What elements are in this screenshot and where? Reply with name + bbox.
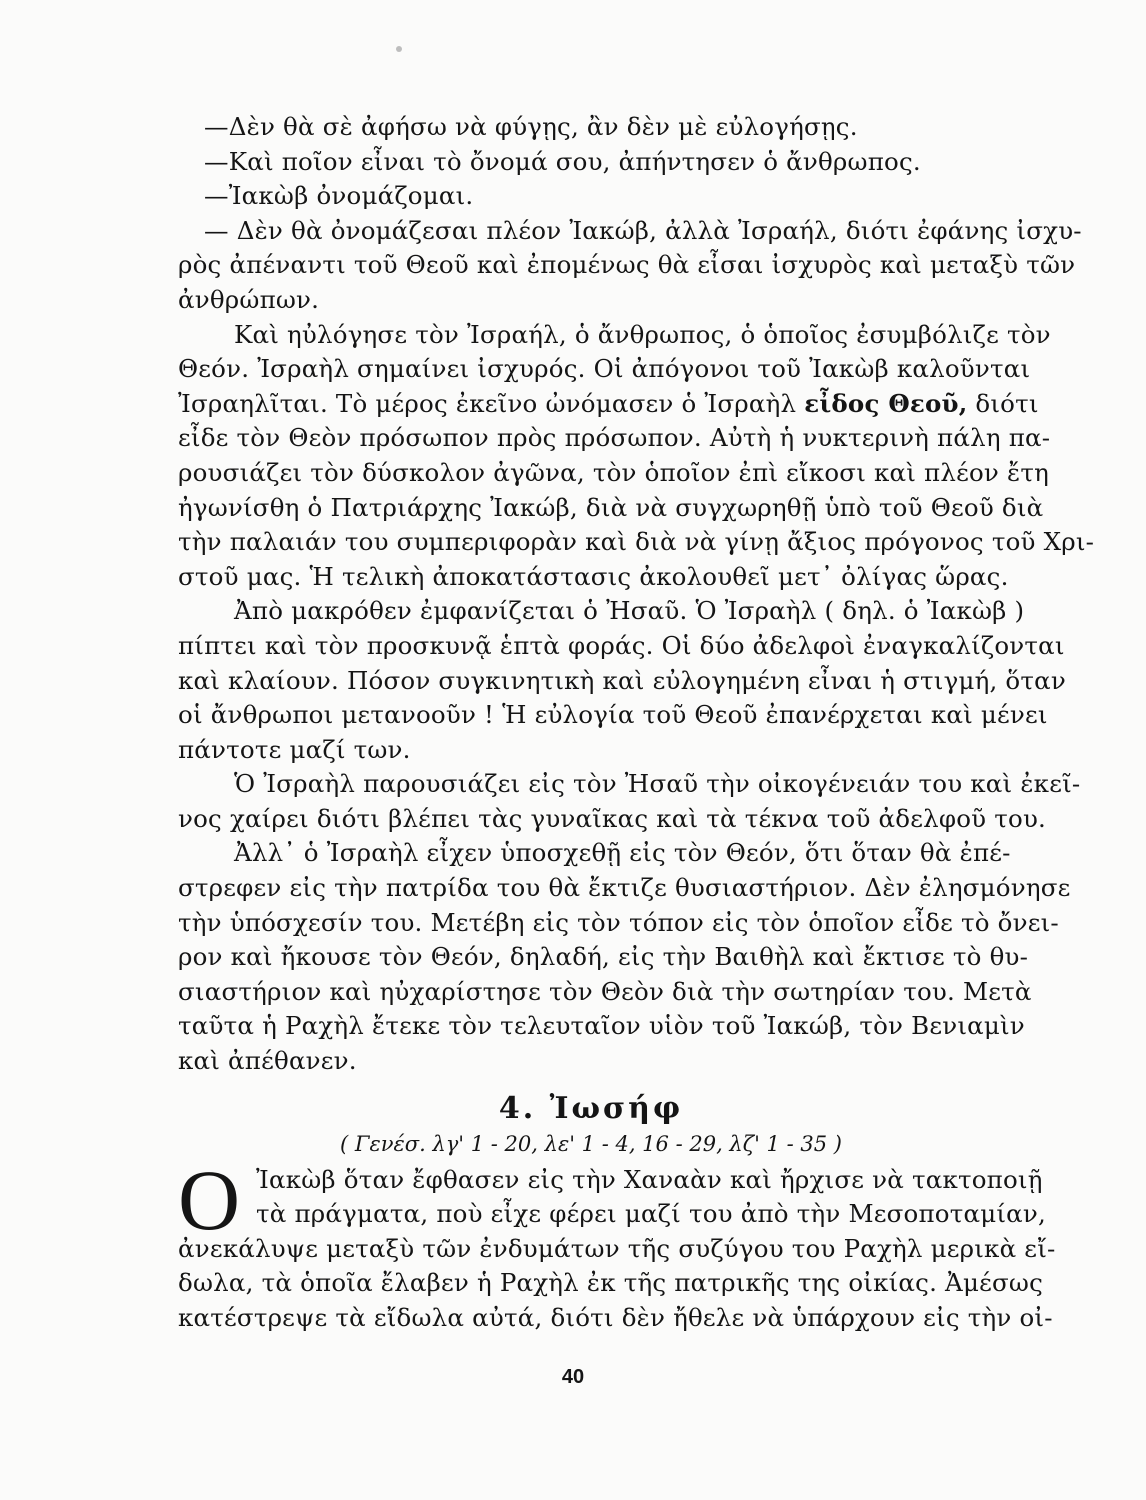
text-line: εἶδε τὸν Θεὸν πρόσωπον πρὸς πρόσωπον. Αὐτὴ ἡ νυκτερινὴ πάλη πα- xyxy=(178,423,1051,453)
text-line: ταῦτα ἡ Ραχὴλ ἔτεκε τὸν τελευταῖον υἱὸν τοῦ Ἰακώβ, τὸν Βενιαμὶν xyxy=(178,1011,1025,1041)
text-line: καὶ ἀπέθανεν. xyxy=(178,1046,357,1076)
text-line: τὴν παλαιάν του συμπεριφορὰν καὶ διὰ νὰ γίνῃ ἄξιος πρόγονος τοῦ Χρι- xyxy=(178,527,1095,557)
page-body xyxy=(178,110,1095,1336)
text-line: νος χαίρει διότι βλέπει τὰς γυναῖκας καὶ τὰ τέκνα τοῦ ἀδελφοῦ του. xyxy=(178,803,1047,833)
text-line: ρὸς ἀπέναντι τοῦ Θεοῦ καὶ ἐπομένως θὰ εἶσαι ἰσχυρὸς καὶ μεταξὺ τῶν xyxy=(178,250,1076,280)
text-line: — Δὲν θὰ ὀνομάζεσαι πλέον Ἰακώβ, ἀλλὰ Ἰσραήλ, διότι ἐφάνης ἰσχυ- xyxy=(204,215,1082,245)
text-line: καὶ κλαίουν. Πόσον συγκινητικὴ καὶ εὐλογημένη εἶναι ἡ στιγμή, ὅταν xyxy=(178,665,1066,695)
text-block-top xyxy=(178,110,1082,387)
page-number: 40 xyxy=(561,1366,585,1388)
text-line: πίπτει καὶ τὸν προσκυνᾷ ἑπτὰ φοράς. Οἱ δύο ἀδελφοὶ ἐναγκαλίζονται xyxy=(178,630,1065,660)
text-line: ἠγωνίσθη ὁ Πατριάρχης Ἰακώβ, διὰ νὰ συγχωρηθῇ ὑπὸ τοῦ Θεοῦ διὰ xyxy=(178,492,1044,522)
section-heading: 4. Ἰωσήφ xyxy=(498,1090,684,1126)
text-line: στοῦ μας. Ἡ τελικὴ ἀποκατάστασις ἀκολουθεῖ μετ᾽ ὀλίγας ὥρας. xyxy=(178,561,1009,591)
bold-phrase: εἶδος Θεοῦ, xyxy=(804,388,968,418)
text-line: Καὶ ηὐλόγησε τὸν Ἰσραήλ, ὁ ἄνθρωπος, ὁ ὁποῖος ἐσυμβόλιζε τὸν xyxy=(234,319,1051,349)
text-line: Ἀπὸ μακρόθεν ἐμφανίζεται ὁ Ἠσαῦ. Ὁ Ἰσραὴλ ( δηλ. ὁ Ἰακὼβ ) xyxy=(234,596,1025,626)
text-line: τὰ πράγματα, ποὺ εἶχε φέρει μαζί του ἀπὸ τὴν Μεσοποταμίαν, xyxy=(256,1199,1047,1229)
text-line: —Καὶ ποῖον εἶναι τὸ ὄνομά σου, ἀπήντησεν ὁ ἄνθρωπος. xyxy=(204,146,921,176)
text-line: σιαστήριον καὶ ηὐχαρίστησε τὸν Θεὸν διὰ τὴν σωτηρίαν του. Μετὰ xyxy=(178,976,1032,1006)
text-line: Ἰακὼβ ὅταν ἔφθασεν εἰς τὴν Χαναὰν καὶ ἤρχισε νὰ τακτοποιῇ xyxy=(256,1164,1043,1194)
text-line: ρον καὶ ἤκουσε τὸν Θεόν, δηλαδή, εἰς τὴν Βαιθὴλ καὶ ἔκτισε τὸ θυ- xyxy=(178,942,1029,972)
text-line: Θεόν. Ἰσραὴλ σημαίνει ἰσχυρός. Οἱ ἀπόγονοι τοῦ Ἰακὼβ καλοῦνται xyxy=(178,354,1031,384)
text-span: διότι xyxy=(967,388,1039,418)
text-line: —Ἰακὼβ ὀνομάζομαι. xyxy=(204,181,474,211)
drop-cap-paragraph xyxy=(178,1151,1047,1248)
text-line: ρουσιάζει τὸν δύσκολον ἀγῶνα, τὸν ὁποῖον ἐπὶ εἴκοσι καὶ πλέον ἔτη xyxy=(178,457,1049,487)
ink-speck xyxy=(396,46,402,52)
text-line: τὴν ὑπόσχεσίν του. Μετέβη εἰς τὸν τόπον εἰς τὸν ὁποῖον εἶδε τὸ ὄνει- xyxy=(178,907,1059,937)
text-line-with-bold xyxy=(178,387,1039,422)
text-line: Ἀλλ᾽ ὁ Ἰσραὴλ εἶχεν ὑποσχεθῇ εἰς τὸν Θεόν, ὅτι ὅταν θὰ ἐπέ- xyxy=(234,838,1011,868)
text-line: κατέστρεψε τὰ εἴδωλα αὐτά, διότι δὲν ἤθελε νὰ ὑπάρχουν εἰς τὴν οἰ- xyxy=(178,1303,1053,1332)
drop-cap: Ο xyxy=(178,1151,241,1248)
text-line: ἀνεκάλυψε μεταξὺ τῶν ἐνδυμάτων τῆς συζύγου του Ραχὴλ μερικὰ εἴ- xyxy=(178,1233,1056,1263)
text-line: Ὁ Ἰσραὴλ παρουσιάζει εἰς τὸν Ἠσαῦ τὴν οἰκογένειάν του καὶ ἐκεῖ- xyxy=(234,769,1081,799)
text-line: οἱ ἄνθρωποι μετανοοῦν ! Ἡ εὐλογία τοῦ Θεοῦ ἐπανέρχεται καὶ μένει xyxy=(178,700,1048,730)
text-block-end xyxy=(178,1232,1056,1336)
text-line: δωλα, τὰ ὁποῖα ἔλαβεν ἡ Ραχὴλ ἐκ τῆς πατρικῆς της οἰκίας. Ἀμέσως xyxy=(178,1268,1043,1298)
text-line: στρεφεν εἰς τὴν πατρίδα του θὰ ἔκτιζε θυσιαστήριον. Δὲν ἐλησμόνησε xyxy=(178,873,1071,903)
text-block-middle xyxy=(178,421,1095,1078)
text-line: ἀνθρώπων. xyxy=(178,284,320,314)
text-span: Ἰσραηλῖται. Τὸ μέρος ἐκεῖνο ὠνόμασεν ὁ Ἰσραὴλ xyxy=(178,388,805,418)
text-line: —Δὲν θὰ σὲ ἀφήσω νὰ φύγῃς, ἂν δὲν μὲ εὐλογήσῃς. xyxy=(204,112,858,141)
text-line: πάντοτε μαζί των. xyxy=(178,734,411,764)
section-reference: ( Γενέσ. λγ' 1 - 20, λε' 1 - 4, 16 - 29, λζ' 1 - 35 ) xyxy=(340,1131,842,1156)
